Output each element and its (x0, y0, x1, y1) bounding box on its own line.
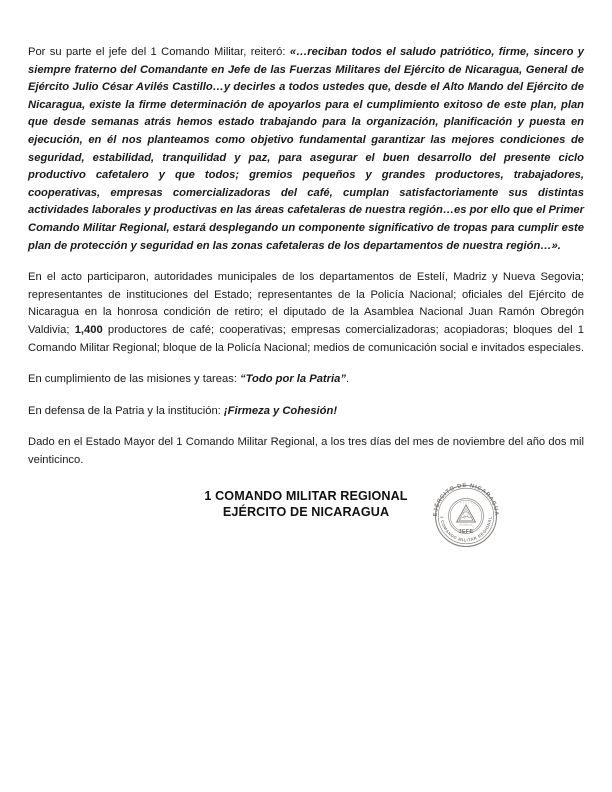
document-body (28, 44, 584, 469)
quote-lead-text: Por su parte el jefe del 1 Comando Militar, reiteró: (28, 46, 290, 58)
paragraph-motto-defense (28, 403, 584, 421)
signature-line-army: EJÉRCITO DE NICARAGUA (222, 505, 390, 519)
svg-text:★ ★ ★ ★ ★: ★ ★ ★ ★ ★ (459, 502, 473, 505)
issued-text: Dado en el Estado Mayor del 1 Comando Militar Regional, a los tres días del mes de noviembre del año dos mil veinticinco. (28, 436, 584, 466)
signature-line-unit: 1 COMANDO MILITAR REGIONAL (204, 489, 408, 503)
attendees-text-part-a: En el acto participaron, autoridades municipales de los departamentos de Estelí, Madriz y Nueva Segovia; representantes de instituciones del Estado; representantes de la Policía Nacional; oficiales del Ejército de Nicaragua en la honrosa condición de retiro; el diputado de la Asamblea Nacional Juan Ramón Obregón Valdivia; (28, 271, 584, 336)
motto-defense-emphasis: ¡Firmeza y Cohesión! (223, 404, 338, 417)
seal-center-label: JEFE (458, 529, 474, 535)
attendees-text-part-b: productores de café; cooperativas; empresas comercializadoras; acopiadoras; bloques del 1 Comando Militar Regional; bloque de la Policía Nacional; medios de comunicación social e invitados especiales. (28, 323, 584, 354)
svg-text:EJÉRCITO DE NICARAGUA: EJÉRCITO DE NICARAGUA (432, 482, 500, 517)
motto-missions-lead: En cumplimiento de las misiones y tareas: (28, 373, 241, 386)
paragraph-quote (28, 44, 584, 255)
quote-text: «…reciban todos el saludo patriótico, firme, sincero y siempre fraterno del Comandante en Jefe de las Fuerzas Militares del Ejército de Nicaragua, General de Ejército Julio César Avilés Castillo…y decirles a todos ustedes que, desde el Alto Mando del Ejército de Nicaragua, existe la firme determinación de apoyarlos para el cumplimiento exitoso de este plan, plan que desde semanas atrás hemos estado trabajando para la organización, planificación y puesta en ejecución, en él nos planteamos como objetivo fundamental garantizar las mejores condiciones de seguridad, estabilidad, tranquilidad y paz, para asegurar el buen desarrollo del presente ciclo productivo cafetalero y que todos; gremios pequeños y grandes productores, trabajadores, cooperativas, empresas comercializadoras del café, cumplan satisfactoriamente sus distintas actividades laborales y productivas en las áreas cafetaleras de nuestra región…es por ello que el Primer Comando Militar Regional, estará desplegando un componente significativo de tropas para cumplir este plan de protección y seguridad en las zonas cafetaleras de los departamentos de nuestra región…». (28, 46, 584, 252)
attendees-count: 1,400 (74, 323, 103, 336)
paragraph-issued (28, 434, 584, 469)
motto-missions-tail: . (345, 373, 350, 386)
motto-defense-lead: En defensa de la Patria y la institución: (28, 404, 224, 417)
svg-text:1 COMANDO MILITAR REGIONAL: 1 COMANDO MILITAR REGIONAL (439, 515, 493, 543)
official-seal-stamp (429, 479, 503, 553)
svg-text:NICARAGUA: NICARAGUA (459, 524, 473, 527)
signature-block (0, 488, 612, 520)
paragraph-attendees (28, 269, 584, 357)
paragraph-motto-missions (28, 371, 584, 389)
motto-missions-emphasis: “Todo por la Patria” (240, 373, 346, 386)
